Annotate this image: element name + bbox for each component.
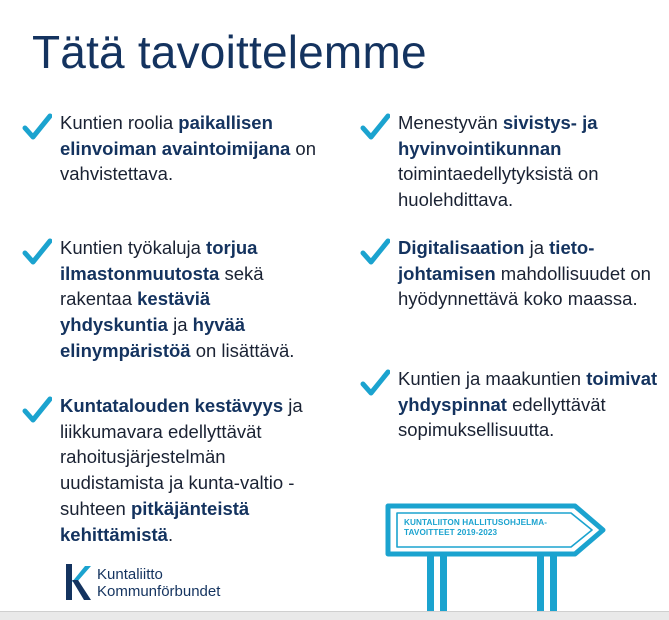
goal-text: [398, 110, 660, 213]
checkmark-icon: [360, 368, 390, 398]
sign-line-1: KUNTALIITON HALLITUSOHJELMA-: [404, 518, 548, 527]
goal-text-bold: Digitalisaation: [398, 237, 525, 258]
goal-text-plain: on vahvistettava.: [60, 137, 317, 185]
checkmark-icon: [22, 237, 52, 267]
checkmark-icon: [22, 395, 52, 425]
goal-item: [360, 366, 660, 443]
goal-item: [22, 235, 322, 364]
goal-text: [60, 235, 322, 364]
goal-text-plain: mahdollisuudet on hyödynnettävä koko maassa.: [398, 262, 651, 310]
goal-text-bold: torjua ilmastonmuutosta: [60, 237, 258, 284]
goal-text-plain: .: [167, 523, 174, 545]
goal-item: [360, 235, 660, 312]
logo-text: [97, 566, 220, 600]
goal-item: [22, 110, 322, 187]
checkmark-icon: [360, 112, 390, 142]
kuntaliitto-logo: [63, 560, 253, 605]
goal-text-bold: hyvää elinympäristöä: [60, 314, 246, 361]
road-sign-illustration: [385, 500, 610, 612]
page-title: Tätä tavoittelemme: [32, 26, 427, 78]
goal-item: [22, 393, 322, 547]
logo-line-1: Kuntaliitto: [97, 566, 163, 583]
checkmark-icon: [360, 237, 390, 267]
goal-text-plain: edellyttävät sopimuksellisuutta.: [398, 393, 606, 441]
goal-text-plain: ja: [524, 237, 550, 258]
goal-text: [398, 235, 660, 312]
goal-text-plain: Kuntien roolia: [60, 112, 179, 133]
logo-k-icon: [63, 560, 93, 602]
goal-item: [360, 110, 660, 213]
logo-line-2: Kommunförbundet: [97, 583, 221, 600]
goal-text-bold: toimivat yhdyspinnat: [398, 368, 658, 415]
goal-text: [60, 393, 322, 547]
goal-text-plain: Kuntien ja maakuntien: [398, 368, 587, 389]
goal-text: [60, 110, 322, 187]
signpost-icon: [385, 500, 610, 612]
goal-text-bold: sivistys- ja hyvinvointikunnan: [398, 112, 598, 159]
goal-text-plain: ja liikkumavara edellyttävät rahoitusjärjestelmän uudistamista ja kunta-valtio -suhteen: [60, 395, 303, 519]
goal-text-plain: Menestyvän: [398, 112, 503, 133]
sign-line-2: TAVOITTEET 2019-2023: [404, 528, 498, 537]
goal-text-bold: paikallisen elinvoiman avaintoimijana: [60, 112, 291, 159]
goal-text-plain: on lisättävä.: [190, 339, 295, 361]
goal-text-plain: sekä rakentaa: [60, 262, 264, 310]
goal-text-plain: Kuntien työkaluja: [60, 237, 207, 258]
goal-text-plain: toimintaedellytyksistä on huolehdittava.: [398, 163, 599, 211]
goal-text-bold: pitkäjänteistä kehittämistä: [60, 497, 250, 545]
goal-text-bold: tieto-johtamisen: [398, 237, 595, 284]
goal-text: [398, 366, 660, 443]
goal-text-bold: Kuntatalouden kestävyys: [60, 395, 284, 416]
sign-text: [404, 518, 574, 538]
checkmark-icon: [22, 112, 52, 142]
goal-text-bold: kestäviä yhdyskuntia: [60, 288, 211, 336]
goal-text-plain: ja: [167, 314, 193, 336]
